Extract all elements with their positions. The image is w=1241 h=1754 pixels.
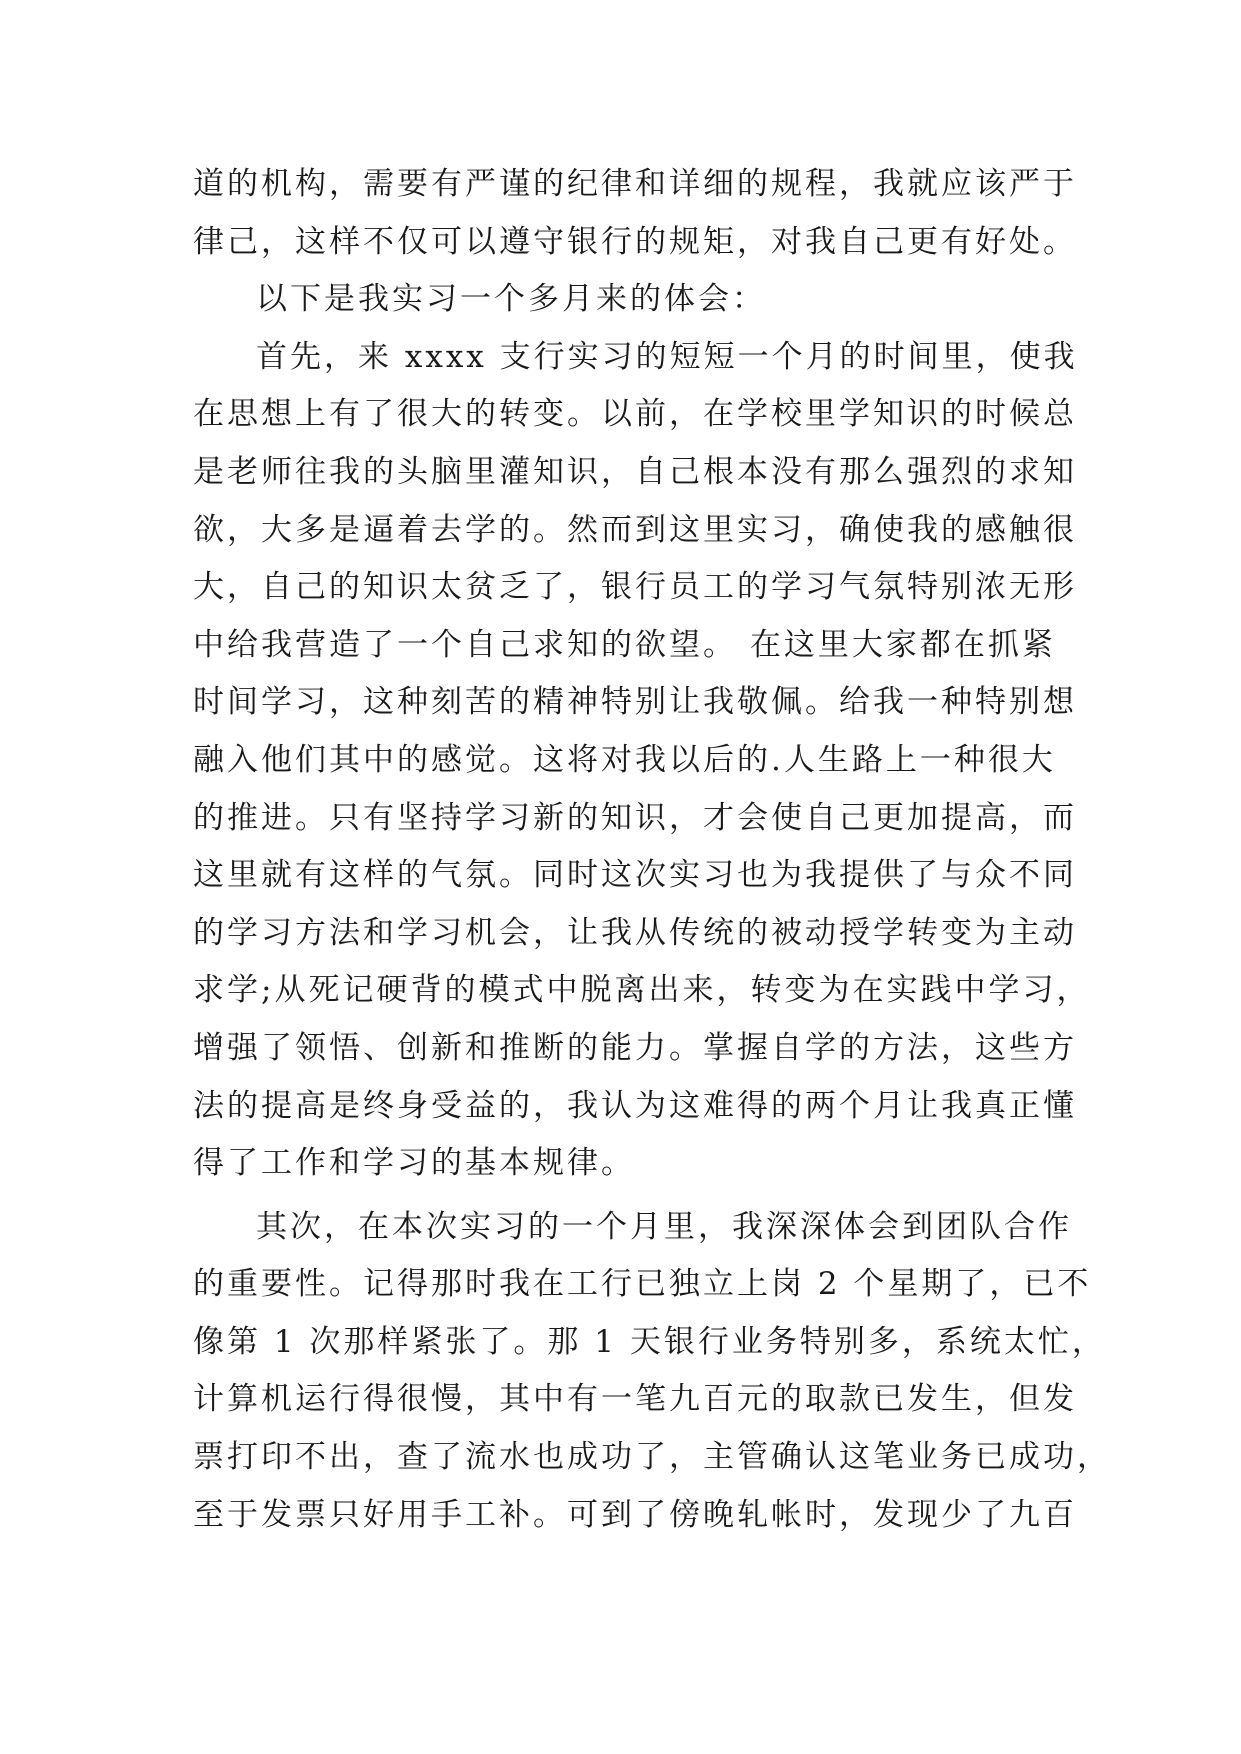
document-body [193, 156, 1111, 1544]
text-line: 法的提高是终身受益的，我认为这难得的两个月让我真正懂 [193, 1087, 1077, 1124]
text-line: 融入他们其中的感觉。这将对我以后的.人生路上一种很大 [193, 741, 1056, 778]
text-line: 的学习方法和学习机会，让我从传统的被动授学转变为主动 [193, 914, 1077, 951]
text-line: 增强了领悟、创新和推断的能力。掌握自学的方法，这些方 [193, 1029, 1077, 1066]
paragraph-start-line: 其次，在本次实习的一个月里，我深深体会到团队合作 [256, 1208, 1072, 1245]
text-line: 的重要性。记得那时我在工行已独立上岗 2 个星期了，已不 [193, 1266, 1092, 1303]
text-line: 道的机构，需要有严谨的纪律和详细的规程，我就应该严于 [193, 166, 1077, 202]
paragraph-start-line: 首先，来 xxxx 支行实习的短短一个月的时间里，使我 [256, 338, 1078, 375]
text-line: 大，自己的知识太贫乏了，银行员工的学习气氛特别浓无形 [193, 569, 1077, 606]
text-line: 是老师往我的头脑里灌知识，自己根本没有那么强烈的求知 [193, 453, 1077, 490]
text-line: 在思想上有了很大的转变。以前，在学校里学知识的时候总 [193, 396, 1077, 433]
text-line: 的推进。只有坚持学习新的知识，才会使自己更加提高，而 [193, 799, 1077, 836]
text-line: 像第 1 次那样紧张了。那 1 天银行业务特别多，系统太忙， [193, 1323, 1106, 1360]
text-line: 律己，这样不仅可以遵守银行的规矩，对我自己更有好处。 [193, 223, 1077, 260]
text-line: 计算机运行得很慢，其中有一笔九百元的取款已发生，但发 [193, 1381, 1077, 1418]
text-line: 得了工作和学习的基本规律。 [193, 1145, 635, 1182]
text-line: 时间学习，这种刻苦的精神特别让我敬佩。给我一种特别想 [193, 684, 1077, 721]
text-line: 欲，大多是逼着去学的。然而到这里实习，确使我的感触很 [193, 511, 1077, 548]
text-line: 求学;从死记硬背的模式中脱离出来，转变为在实践中学习， [193, 972, 1091, 1009]
paragraph-start-line: 以下是我实习一个多月来的体会： [256, 281, 766, 318]
text-line: 票打印不出，查了流水也成功了，主管确认这笔业务已成功， [193, 1439, 1111, 1476]
text-line: 这里就有这样的气氛。同时这次实习也为我提供了与众不同 [193, 857, 1077, 894]
text-line: 中给我营造了一个自己求知的欲望。 在这里大家都在抓紧 [193, 626, 1056, 663]
text-line: 至于发票只好用手工补。可到了傍晚轧帐时，发现少了九百 [193, 1496, 1077, 1533]
